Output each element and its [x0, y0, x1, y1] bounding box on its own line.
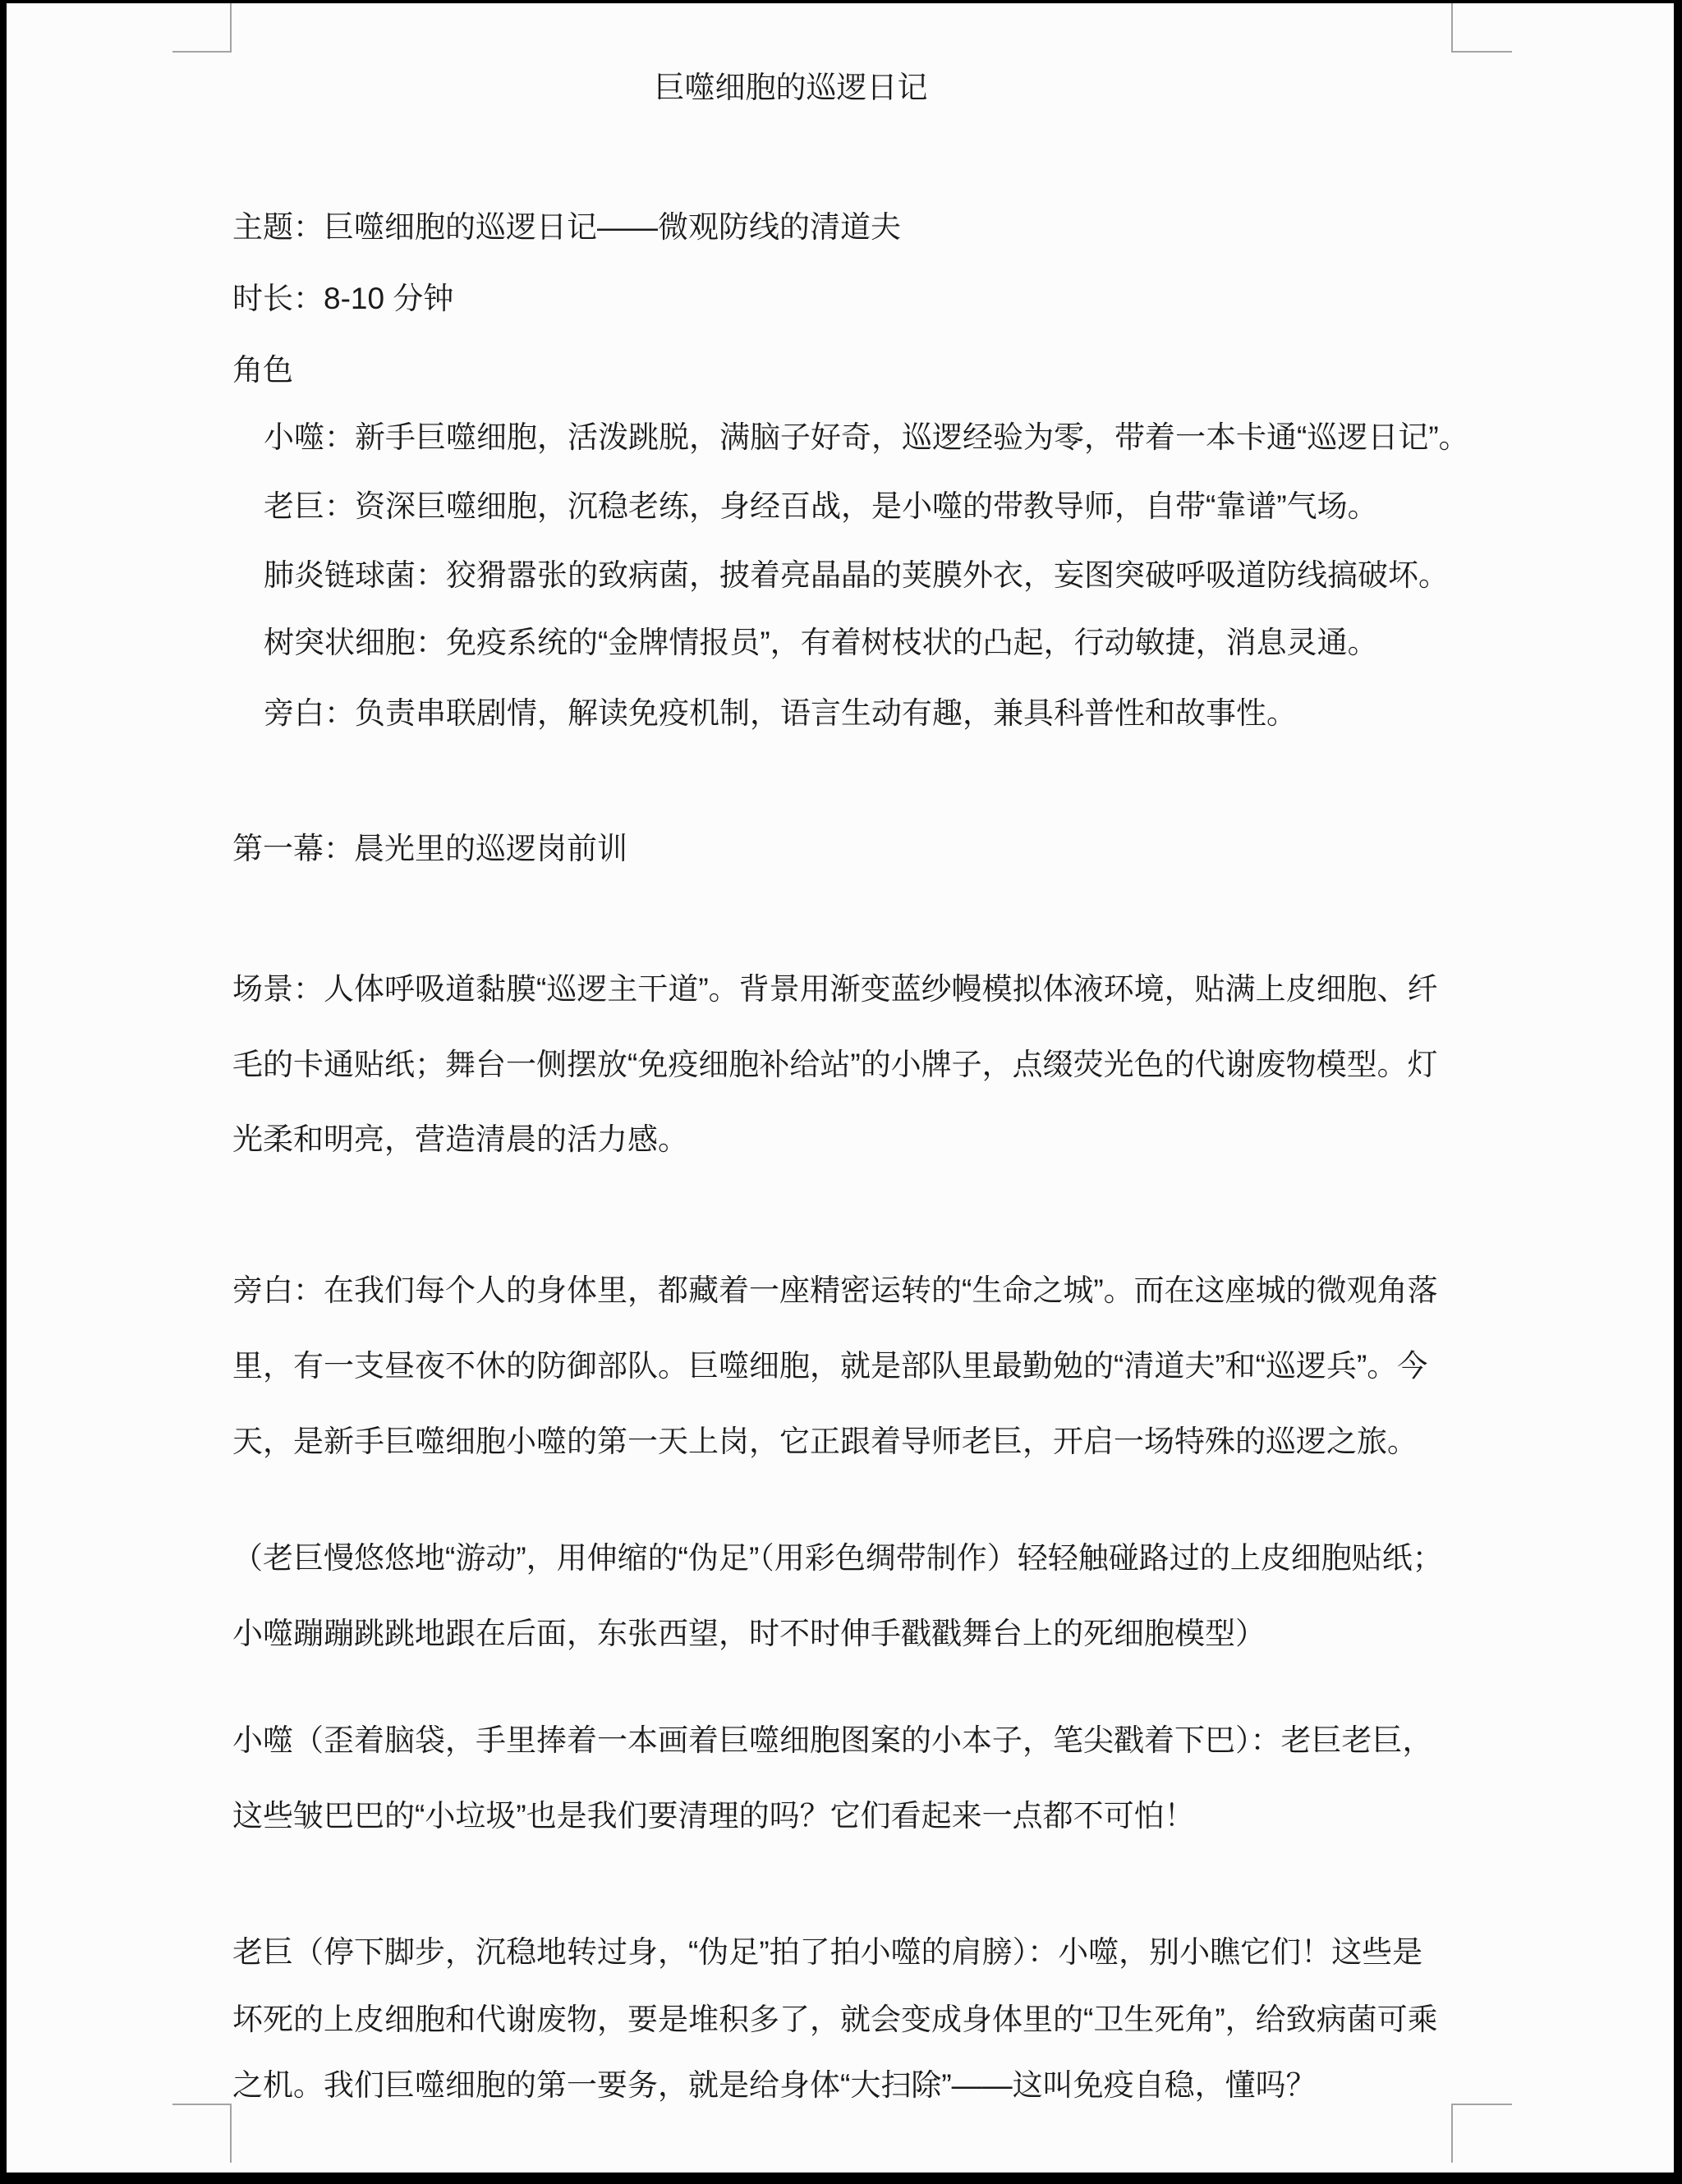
xiaoshi-dialog-line-2: 这些皱巴巴的“小垃圾”也是我们要清理的吗？它们看起来一点都不可怕！: [232, 1799, 1195, 1833]
duration-line: 时长：8-10 分钟: [232, 282, 454, 315]
scene-line-1: 场景：人体呼吸道黏膜“巡逻主干道”。背景用渐变蓝纱幔模拟体液环境，贴满上皮细胞、纤: [232, 972, 1438, 1006]
scene-line-2: 毛的卡通贴纸；舞台一侧摆放“免疫细胞补给站”的小牌子，点缀荧光色的代谢废物模型。灯: [232, 1048, 1438, 1081]
narration-line-1: 旁白：在我们每个人的身体里，都藏着一座精密运转的“生命之城”。而在这座城的微观角落: [232, 1273, 1438, 1307]
stage-direction-line-2: 小噬蹦蹦跳跳地跟在后面，东张西望，时不时伸手戳戳舞台上的死细胞模型）: [232, 1617, 1266, 1650]
theme-line: 主题：巨噬细胞的巡逻日记——微观防线的清道夫: [232, 210, 901, 244]
role-xiaoshi-line: 小噬：新手巨噬细胞，活泼跳脱，满脑子好奇，巡逻经验为零，带着一本卡通“巡逻日记”。: [264, 420, 1469, 454]
crop-mark-line: [1451, 51, 1512, 53]
role-laoju-line: 老巨：资深巨噬细胞，沉稳老练，身经百战，是小噬的带教导师，自带“靠谱”气场。: [264, 489, 1378, 523]
narration-line-3: 天，是新手巨噬细胞小噬的第一天上岗，它正跟着导师老巨，开启一场特殊的巡逻之旅。: [232, 1425, 1418, 1458]
crop-mark-line: [172, 51, 232, 53]
laoju-dialog-line-1: 老巨（停下脚步，沉稳地转过身，“伪足”拍了拍小噬的肩膀）：小噬，别小瞧它们！这些是: [232, 1935, 1423, 1969]
narration-line-2: 里，有一支昼夜不休的防御部队。巨噬细胞，就是部队里最勤勉的“清道夫”和“巡逻兵”。今: [232, 1349, 1428, 1383]
roles-heading: 角色: [232, 353, 293, 387]
crop-mark-line: [1451, 2104, 1453, 2163]
role-feiyanlianqiujun-line: 肺炎链球菌：狡猾嚣张的致病菌，披着亮晶晶的荚膜外衣，妄图突破呼吸道防线搞破坏。: [264, 558, 1449, 592]
paper-background: [7, 3, 1674, 2173]
role-pangbai-line: 旁白：负责串联剧情，解读免疫机制，语言生动有趣，兼具科普性和故事性。: [264, 696, 1297, 730]
crop-mark-line: [1451, 2104, 1512, 2105]
crop-mark-line: [230, 3, 232, 53]
xiaoshi-dialog-line-1: 小噬（歪着脑袋，手里捧着一本画着巨噬细胞图案的小本子，笔尖戳着下巴）：老巨老巨，: [232, 1723, 1433, 1757]
doc-title: 巨噬细胞的巡逻日记: [654, 71, 928, 104]
crop-mark-line: [1451, 3, 1453, 53]
act1-heading: 第一幕：晨光里的巡逻岗前训: [232, 832, 627, 865]
laoju-dialog-line-2: 坏死的上皮细胞和代谢废物，要是堆积多了，就会变成身体里的“卫生死角”，给致病菌可乘: [232, 2003, 1438, 2036]
stage-direction-line-1: （老巨慢悠悠地“游动”，用伸缩的“伪足”（用彩色绸带制作）轻轻触碰路过的上皮细胞贴纸；: [232, 1541, 1443, 1575]
role-shutuzhuangxibao-line: 树突状细胞：免疫系统的“金牌情报员”，有着树枝状的凸起，行动敏捷，消息灵通。: [264, 626, 1378, 659]
crop-mark-line: [230, 2104, 232, 2163]
laoju-dialog-line-3: 之机。我们巨噬细胞的第一要务，就是给身体“大扫除”——这叫免疫自稳，懂吗？: [232, 2068, 1317, 2102]
crop-mark-line: [172, 2104, 232, 2105]
scene-line-3: 光柔和明亮，营造清晨的活力感。: [232, 1122, 688, 1156]
